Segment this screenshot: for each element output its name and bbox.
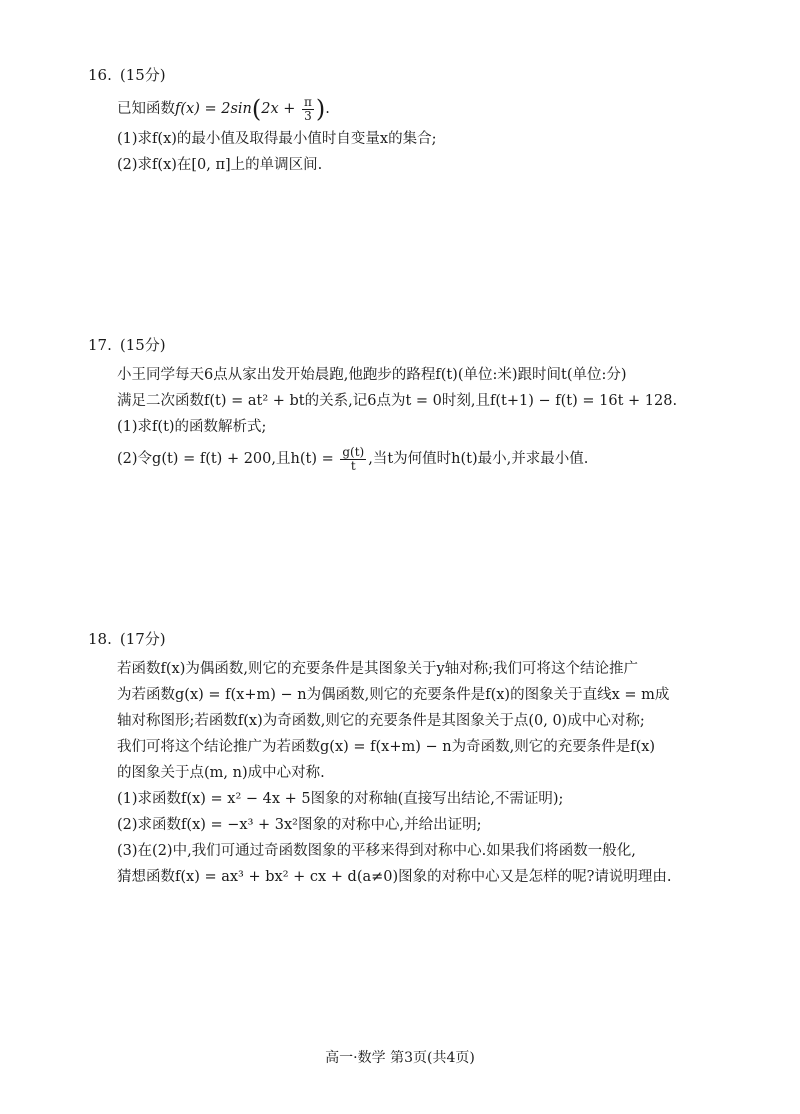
problem-18-part-2: (2)求函数f(x) = −x³ + 3x²图象的对称中心,并给出证明; [117, 817, 482, 833]
problem-18-line-4: 我们可将这个结论推广为若函数g(x) = f(x+m) − n为奇函数,则它的充要条件是f(x) [117, 739, 656, 755]
stem-fraction [302, 96, 314, 123]
problem-points: (15分) [119, 336, 166, 354]
problem-18-part-3b: 猜想函数f(x) = ax³ + bx² + cx + d(a≠0)图象的对称中心又是怎样的呢?请说明理由. [117, 869, 672, 885]
problem-16-part-1: (1)求f(x)的最小值及取得最小值时自变量x的集合; [117, 131, 437, 147]
fraction-denominator: 3 [304, 108, 312, 123]
problem-points: (17分) [119, 630, 166, 648]
problem-18-part-1: (1)求函数f(x) = x² − 4x + 5图象的对称轴(直接写出结论,不需证明); [117, 791, 564, 807]
problem-16-body [117, 92, 728, 178]
problem-number: 18. [88, 630, 112, 648]
problem-points: (15分) [119, 66, 166, 84]
stem-suffix: . [325, 101, 330, 117]
problem-16-stem: 已知函数f(x) = 2sin(2x + $\frac{\pi}{3}$ ). [117, 94, 330, 123]
problem-18-header [88, 628, 728, 650]
part2-prefix: (2)令g(t) = f(t) + 200,且h(t) = [117, 451, 339, 467]
fraction-numerator: π [304, 94, 312, 109]
problem-16-part-2: (2)求f(x)在[0, π]上的单调区间. [117, 157, 323, 173]
problem-18-line-5: 的图象关于点(m, n)成中心对称. [117, 765, 325, 781]
problem-18-part-3a: (3)在(2)中,我们可通过奇函数图象的平移来得到对称中心.如果我们将函数一般化, [117, 843, 636, 859]
stem-func: f(x) = 2sin [175, 101, 252, 117]
problem-18-line-2: 为若函数g(x) = f(x+m) − n为偶函数,则它的充要条件是f(x)的图象关于直线x = m成 [117, 687, 670, 703]
fraction-denominator: t [350, 458, 356, 473]
page-footer: 高一·数学 第3页(共4页) [325, 1050, 475, 1066]
stem-prefix: 已知函数 [117, 101, 175, 117]
problem-18-line-1: 若函数f(x)为偶函数,则它的充要条件是其图象关于y轴对称;我们可将这个结论推广 [117, 661, 639, 677]
fraction-numerator: g(t) [342, 444, 365, 459]
problem-16 [88, 64, 728, 178]
problem-17-line-2: 满足二次函数f(t) = at² + bt的关系,记6点为t = 0时刻,且f(t+1) − f(t) = 16t + 128. [117, 393, 678, 409]
problem-17 [88, 334, 728, 478]
part2-fraction [340, 446, 366, 473]
problem-17-part-2 [117, 440, 728, 478]
problem-number: 17. [88, 336, 112, 354]
problem-17-line-1: 小王同学每天6点从家出发开始晨跑,他跑步的路程f(t)(单位:米)跟时间t(单位:分) [117, 367, 627, 383]
problem-number: 16. [88, 66, 112, 84]
problem-16-header [88, 64, 728, 86]
problem-18 [88, 628, 728, 890]
problem-18-line-3: 轴对称图形;若函数f(x)为奇函数,则它的充要条件是其图象关于点(0, 0)成中心对称; [117, 713, 645, 729]
problem-17-header [88, 334, 728, 356]
stem-arg: 2x + [261, 101, 301, 117]
problem-18-body [117, 656, 728, 890]
problem-17-body [117, 362, 728, 478]
part2-suffix: ,当t为何值时h(t)最小,并求最小值. [368, 451, 589, 467]
problem-17-part-1: (1)求f(t)的函数解析式; [117, 419, 267, 435]
